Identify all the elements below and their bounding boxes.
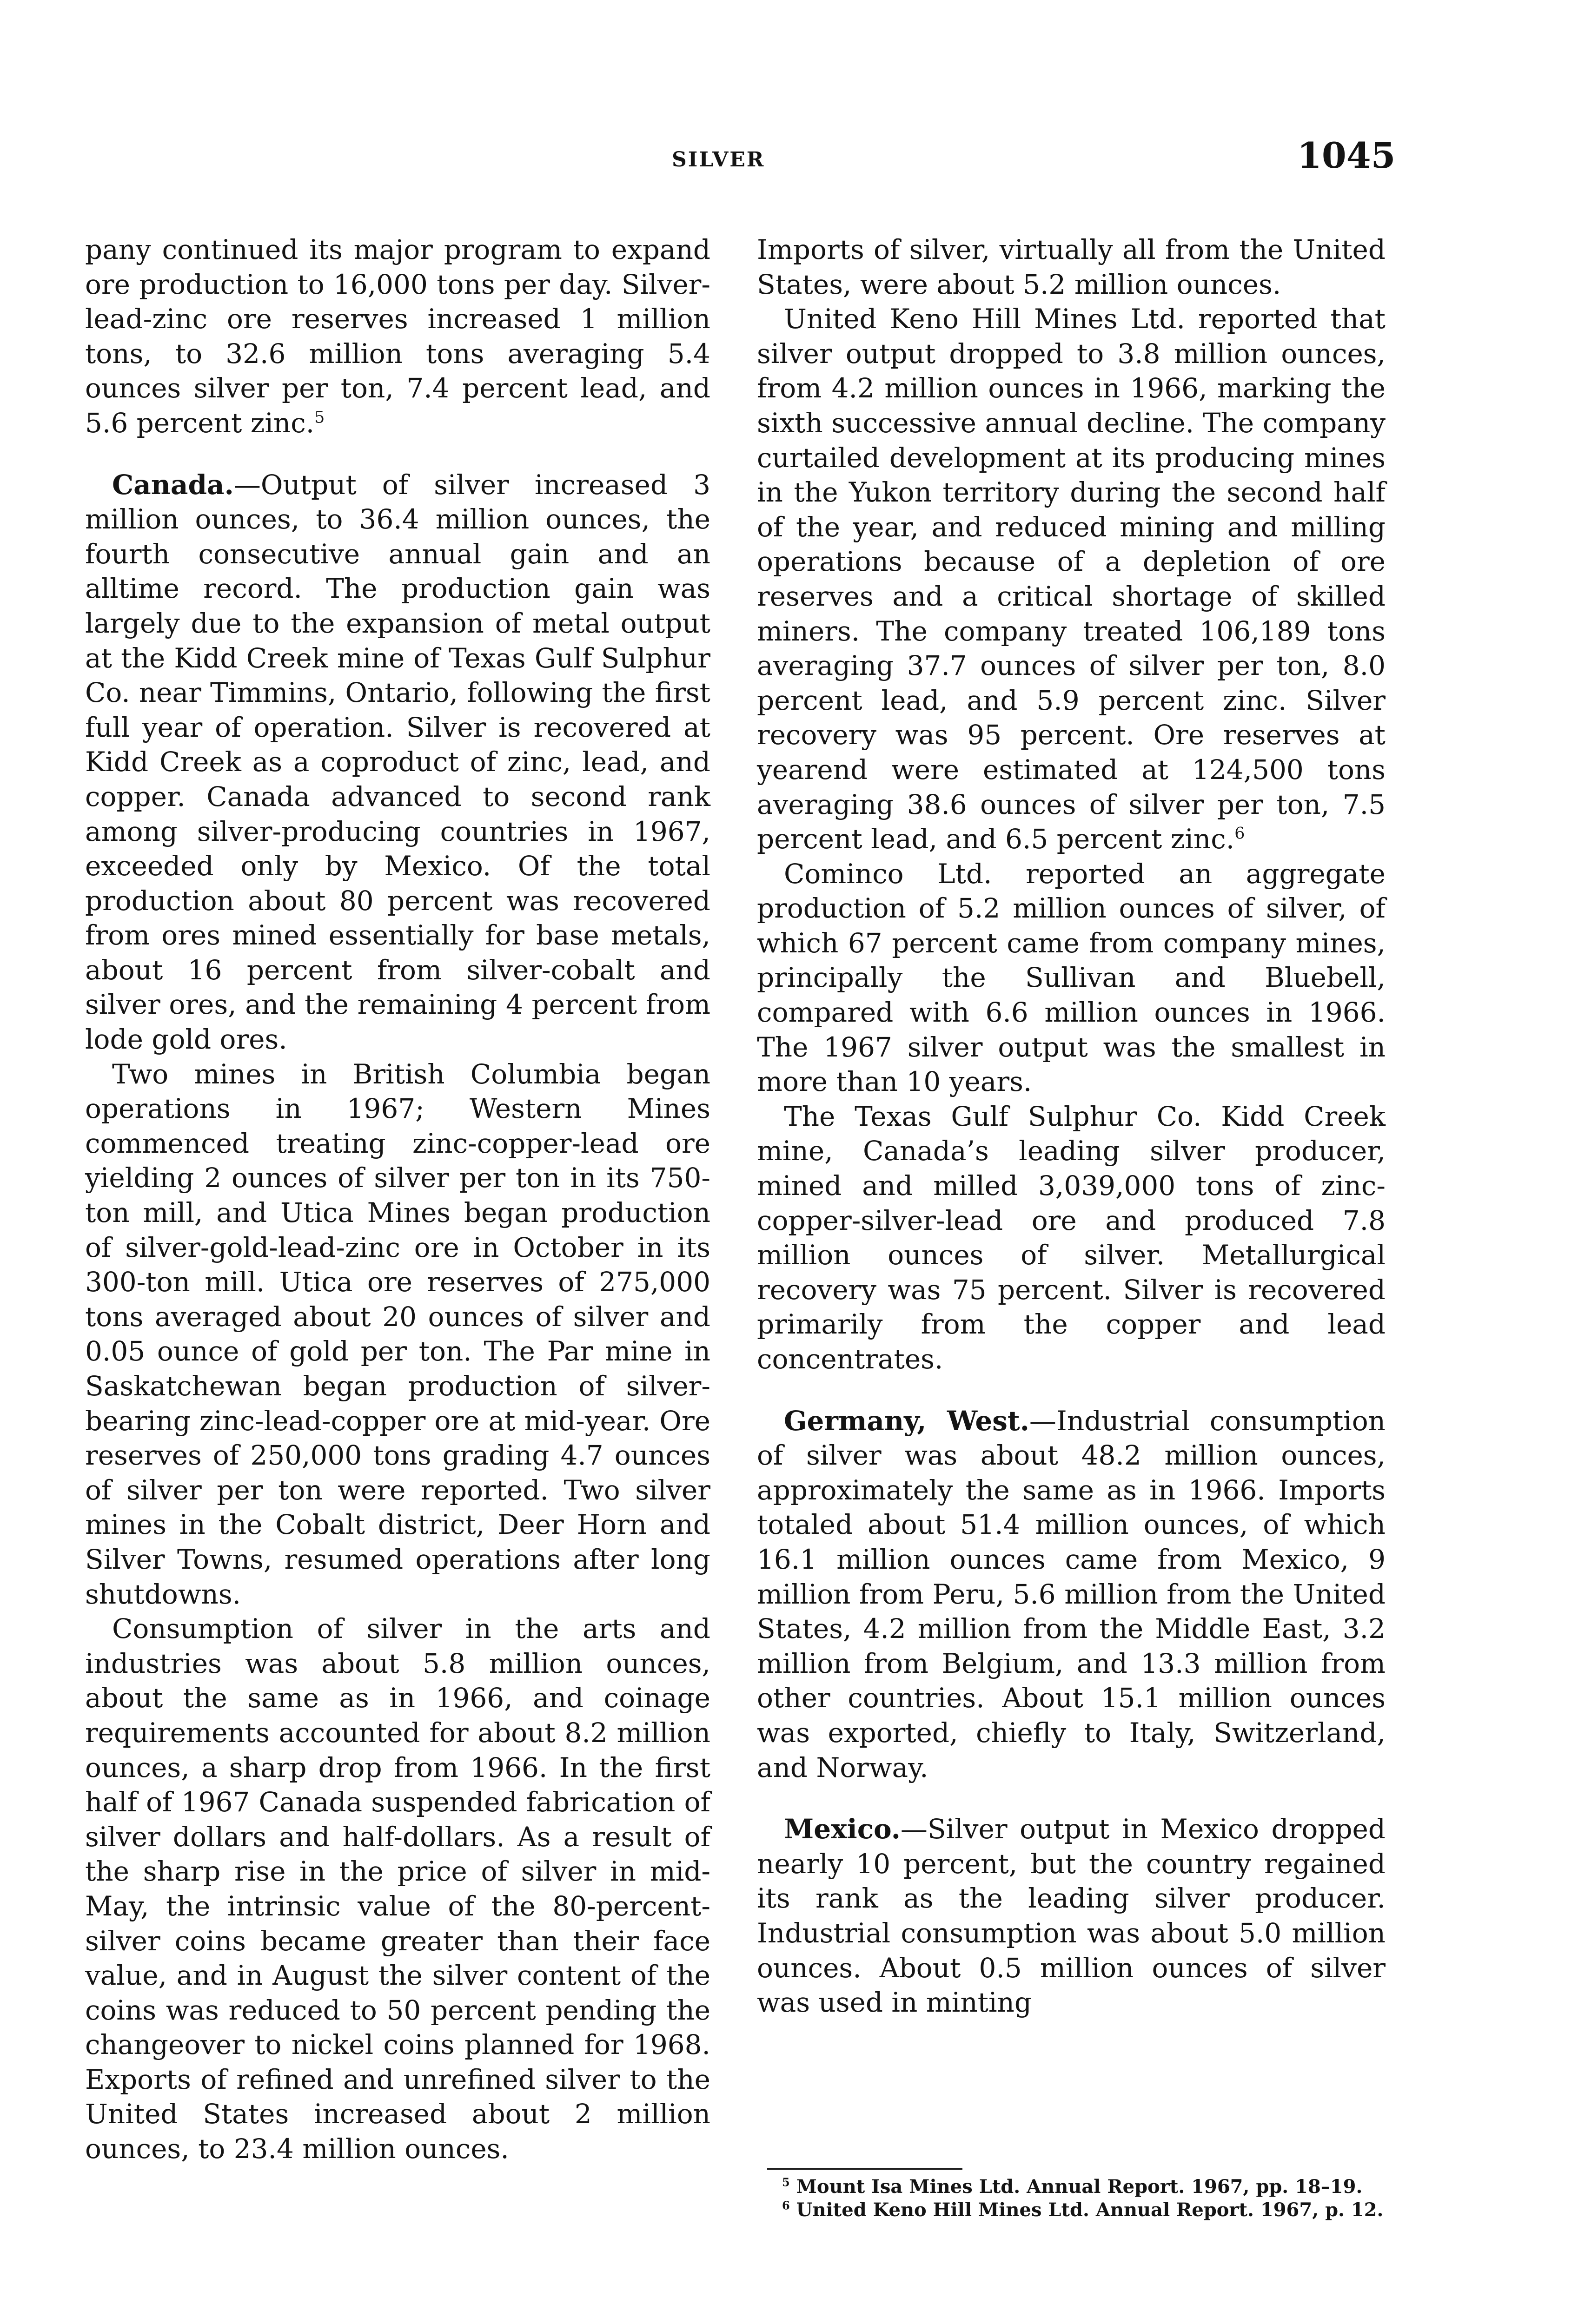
paragraph-continued [85, 232, 710, 441]
section-heading-germany: Germany, West. [784, 1405, 1029, 1437]
footnote-6 [768, 2199, 1386, 2222]
footnote-mark: 5 [782, 2175, 790, 2189]
paragraph-text: —Industrial consumption of silver was about 48.2 million ounces, approximately the same as in 1966. Imports totaled about 51.4 million ounces, of which 16.1 million ounces came from Mexico, 9 million from Peru, 5.6 million from the United States, 4.2 million from the Middle East, 3.2 million from Belgium, and 13.3 million from other countries. About 15.1 million ounces was exported, chiefly to Italy, Switzerland, and Norway. [757, 1405, 1386, 1783]
paragraph-text: pany continued its major program to expand ore production to 16,000 tons per day. Silver-lead-zinc ore reserves increased 1 million tons, to 32.6 million tons averaging 5.4 ounces silver per ton, 7.4 percent lead, and 5.6 percent zinc. [85, 234, 710, 439]
footnote-ref: 5 [314, 408, 325, 427]
running-head: SILVER [672, 148, 765, 172]
paragraph-imports: Imports of silver, virtually all from the United States, were about 5.2 million ounces. [757, 234, 1386, 300]
paragraph-keno-hill [757, 302, 1386, 857]
footnotes [768, 2175, 1386, 2222]
footnote-5 [768, 2175, 1386, 2199]
paragraph-british-columbia: Two mines in British Columbia began operations in 1967; Western Mines commenced treating zinc-copper-lead ore yielding 2 ounces of silver per ton in its 750-ton mill, and Utica Mines began production of silver-gold-lead-zinc ore in October in its 300-ton mill. Utica ore reserves of 275,000 tons averaged about 20 ounces of silver and 0.05 ounce of gold per ton. The Par mine in Saskatchewan began production of silver-bearing zinc-lead-copper ore at mid-year. Ore reserves of 250,000 tons grading 4.7 ounces of silver per ton were reported. Two silver mines in the Cobalt district, Deer Horn and Silver Towns, resumed operations after long shutdowns. [85, 1058, 710, 1610]
footnote-text: Mount Isa Mines Ltd. Annual Report. 1967, pp. 18–19. [796, 2176, 1363, 2198]
paragraph-text: United Keno Hill Mines Ltd. reported that silver output dropped to 3.8 million ounces, from 4.2 million ounces in 1966, marking the sixth successive annual decline. The company curtailed development at its producing mines in the Yukon territory during the second half of the year, and reduced mining and milling operations because of a depletion of ore reserves and a critical shortage of skilled miners. The company treated 106,189 tons averaging 37.7 ounces of silver per ton, 8.0 percent lead, and 5.9 percent zinc. Silver recovery was 95 percent. Ore reserves at yearend were estimated at 124,500 tons averaging 38.6 ounces of silver per ton, 7.5 percent lead, and 6.5 percent zinc. [757, 303, 1386, 855]
footnote-divider [767, 2168, 962, 2170]
paragraph-text: —Silver output in Mexico dropped nearly 10 percent, but the country regained its rank as the leading silver producer. Industrial consumption was about 5.0 million ounces. About 0.5 million ounces of silver was used in minting [757, 1813, 1386, 2019]
section-heading-canada: Canada. [112, 469, 234, 501]
footnote-mark: 6 [782, 2199, 790, 2212]
section-heading-mexico: Mexico. [784, 1813, 901, 1845]
paragraph-kidd-creek: The Texas Gulf Sulphur Co. Kidd Creek mine, Canada’s leading silver producer, mined and milled 3,039,000 tons of zinc-copper-silver-lead ore and produced 7.8 million ounces of silver. Metallurgical recovery was 75 percent. Silver is recovered primarily from the copper and lead concentrates. [757, 1100, 1386, 1375]
paragraph-mexico [757, 1812, 1386, 2020]
footnote-text: United Keno Hill Mines Ltd. Annual Report. 1967, p. 12. [796, 2199, 1384, 2221]
right-column [757, 232, 1386, 2020]
page-number: 1045 [1297, 135, 1396, 176]
paragraph-germany [757, 1404, 1386, 1785]
paragraph-cominco: Cominco Ltd. reported an aggregate production of 5.2 million ounces of silver, of which 67 percent came from company mines, principally the Sullivan and Bluebell, compared with 6.6 million ounces in 1966. The 1967 silver output was the smallest in more than 10 years. [757, 858, 1386, 1098]
paragraph-consumption: Consumption of silver in the arts and industries was about 5.8 million ounces, about the same as in 1966, and coinage requirements accounted for about 8.2 million ounces, a sharp drop from 1966. In the first half of 1967 Canada suspended fabrication of silver dollars and half-dollars. As a result of the sharp rise in the price of silver in mid-May, the intrinsic value of the 80-percent-silver coins became greater than their face value, and in August the silver content of the coins was reduced to 50 percent pending the changeover to nickel coins planned for 1968. Exports of refined and unrefined silver to the United States increased about 2 million ounces, to 23.4 million ounces. [85, 1613, 710, 2165]
left-column [85, 232, 710, 2166]
paragraph-text: —Output of silver increased 3 million ounces, to 36.4 million ounces, the fourth consecutive annual gain and an alltime record. The production gain was largely due to the expansion of metal output at the Kidd Creek mine of Texas Gulf Sulphur Co. near Timmins, Ontario, following the first full year of operation. Silver is recovered at Kidd Creek as a coproduct of zinc, lead, and copper. Canada advanced to second rank among silver-producing countries in 1967, exceeded only by Mexico. Of the total production about 80 percent was recovered from ores mined essentially for base metals, about 16 percent from silver-cobalt and silver ores, and the remaining 4 percent from lode gold ores. [85, 469, 710, 1056]
footnote-ref: 6 [1234, 824, 1245, 843]
paragraph-canada [85, 468, 710, 1057]
